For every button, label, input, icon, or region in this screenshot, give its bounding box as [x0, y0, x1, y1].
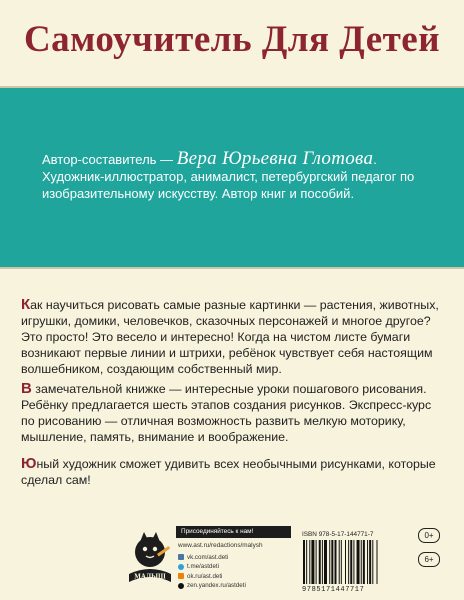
author-block — [42, 150, 442, 202]
vk-icon — [178, 554, 184, 560]
social-link-zen[interactable]: zen.yandex.ru/astdeti — [178, 582, 246, 590]
ok-icon — [178, 573, 184, 579]
drop-initial: В — [21, 380, 32, 397]
age-rating-badge: 6+ — [418, 552, 440, 567]
social-links — [178, 553, 246, 591]
author-lead: Автор-составитель — — [42, 152, 174, 167]
barcode-number: 9785171447717 — [302, 586, 365, 594]
author-period: . — [373, 152, 377, 167]
social-link-vk[interactable]: vk.com/ast.deti — [178, 553, 246, 561]
paragraph-text: ак научиться рисовать самые разные картинки — растения, животных, игрушки, домики, человечков, сказочных персонажей и многое другое? Это просто! Это весело и интересно! Когда на чистом листе бумаги возникают первые линии и штрихи, ребёнок чувствует себя настоящим волшебником, создающим собственный мир. — [21, 298, 439, 376]
drop-initial: К — [21, 296, 31, 313]
author-line — [42, 150, 442, 168]
publisher-logo-icon — [126, 524, 174, 594]
age-rating-badge: 0+ — [418, 528, 440, 543]
blurb-paragraph-3 — [21, 456, 446, 488]
paragraph-text: замечательной книжке — интересные уроки пошагового рисования. Ребёнку предлагается шесть этапов создания рисунков. Экспресс-курс по рисованию — отличная возможность развить мелкую моторику, мышление, память, внимание и воображение. — [21, 382, 432, 444]
zen-icon — [178, 583, 184, 589]
paragraph-text: ный художник сможет удивить всех необычными рисунками, которые сделал сам! — [21, 457, 436, 487]
author-bio: Художник-иллюстратор, анималист, петербургский педагог по изобразительному искусству. Автор книг и пособий. — [42, 169, 415, 201]
barcode-icon — [303, 540, 409, 584]
publisher-logo-text: МАЛЫШ — [134, 572, 166, 581]
social-link-telegram[interactable]: t.me/astdeti — [178, 563, 246, 571]
join-us-banner: Присоединяйтесь к нам! — [176, 526, 291, 538]
telegram-icon — [178, 564, 184, 570]
isbn-number: ISBN 978-5-17-144771-7 — [302, 531, 374, 538]
blurb-paragraph-2 — [21, 381, 446, 445]
blurb-paragraph-1 — [21, 297, 446, 377]
drop-initial: Ю — [21, 455, 37, 472]
series-title: Самоучитель Для Детей — [23, 19, 441, 60]
social-link-ok[interactable]: ok.ru/ast.deti — [178, 572, 246, 580]
author-name: Вера Юрьевна Глотова — [176, 148, 374, 169]
publisher-site-link[interactable]: www.ast.ru/redactions/malysh — [178, 542, 263, 549]
